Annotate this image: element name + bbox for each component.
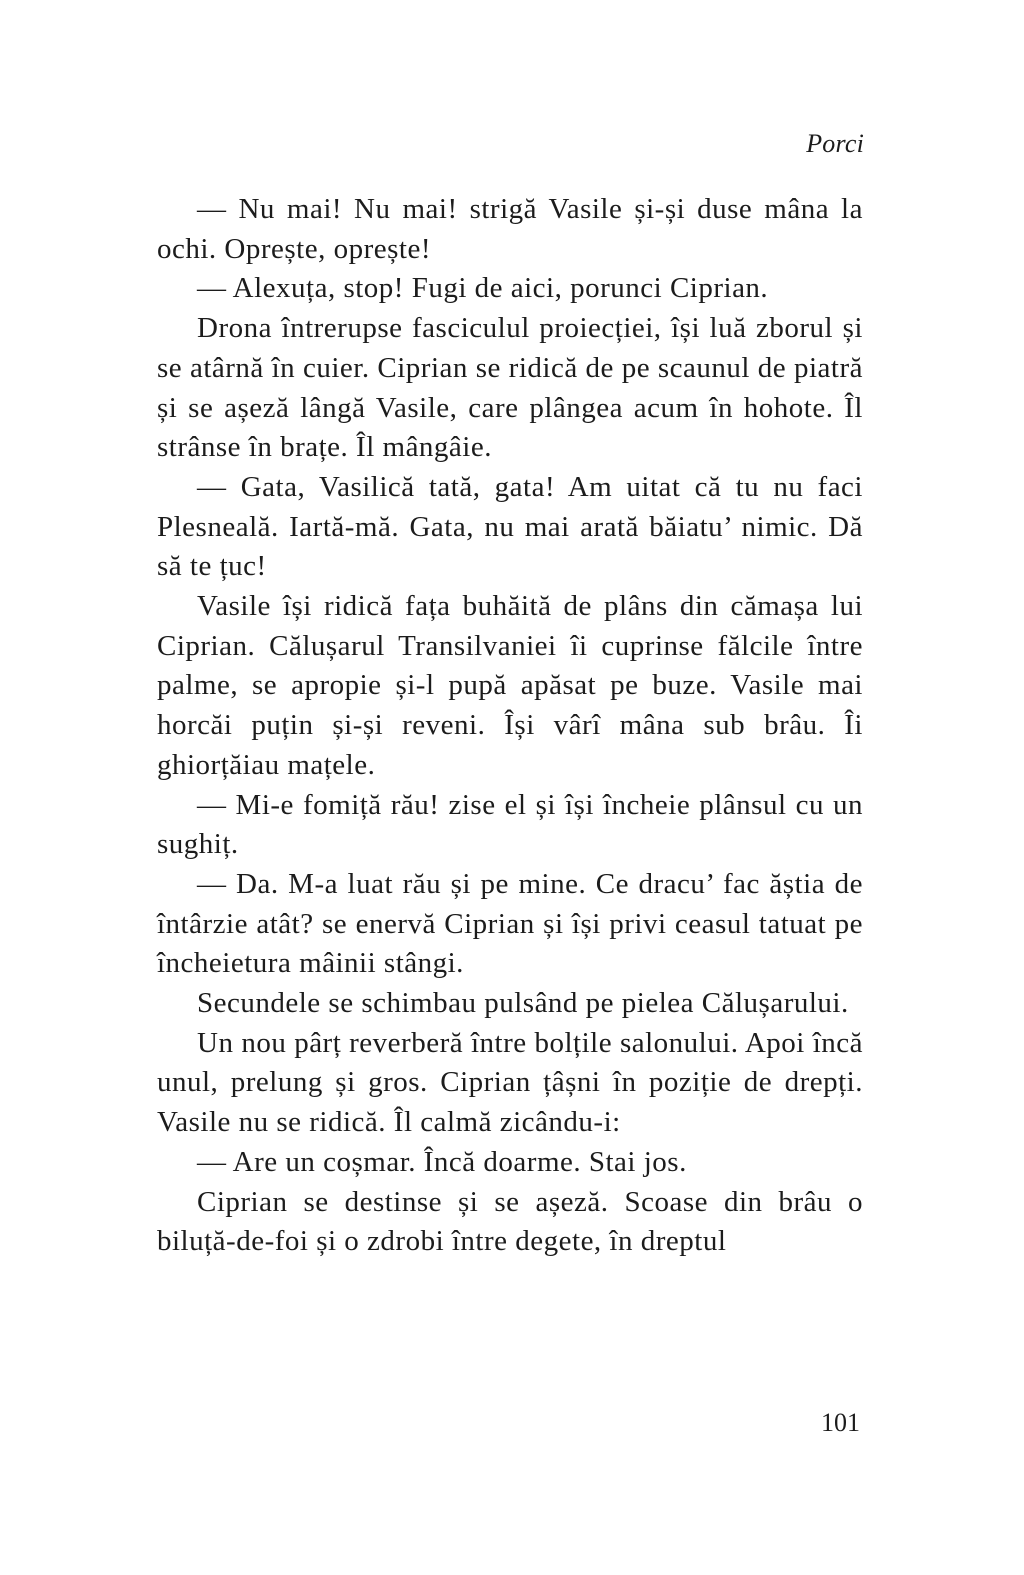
paragraph: — Mi-e fomiță rău! zise el și își încheie plânsul cu un sughiț. [157, 788, 863, 861]
page-number: 101 [821, 1408, 860, 1437]
paragraph: — Are un coșmar. Încă doarme. Stai jos. [197, 1145, 687, 1178]
paragraph: — Gata, Vasilică tată, gata! Am uitat că tu nu faci Plesneală. Iartă-mă. Gata, nu mai arată băiatu’ nimic. Dă să te țuc! [157, 470, 863, 583]
paragraph: Vasile își ridică fața buhăită de plâns din cămașa lui Ciprian. Călușarul Transilvaniei îi cuprinse fălcile între palme, se apropie și-l pupă apăsat pe buze. Vasile mai horcăi puțin și-și reveni. Își vârî mâna sub brâu. Îi ghiorțăiau mațele. [157, 590, 863, 781]
paragraph: Drona întrerupse fasciculul proiecției, își luă zborul și se atârnă în cuier. Ciprian se ridică de pe scaunul de piatră și se așeză lângă Vasile, care plângea acum în hohote. Îl strânse în brațe. Îl mângâie. [157, 312, 863, 464]
body-text [157, 190, 863, 1262]
paragraph: — Da. M-a luat rău și pe mine. Ce dracu’ fac ăștia de întârzie atât? se enervă Ciprian și își privi ceasul tatuat pe încheietura mâinii stângi. [157, 867, 863, 980]
running-header: Porci [806, 129, 864, 158]
paragraph: Ciprian se destinse și se așeză. Scoase din brâu o biluță-de-foi și o zdrobi între degete, în dreptul [157, 1185, 863, 1258]
paragraph: — Alexuța, stop! Fugi de aici, porunci Ciprian. [197, 272, 769, 305]
paragraph: — Nu mai! Nu mai! strigă Vasile și-și duse mâna la ochi. Oprește, oprește! [157, 193, 863, 265]
paragraph: Un nou pârț reverberă între bolțile salonului. Apoi încă unul, prelung și gros. Ciprian țâșni în poziție de drepți. Vasile nu se ridică. Îl calmă zicându-i: [157, 1026, 863, 1139]
paragraph: Secundele se schimbau pulsând pe pielea Călușarului. [197, 987, 849, 1020]
